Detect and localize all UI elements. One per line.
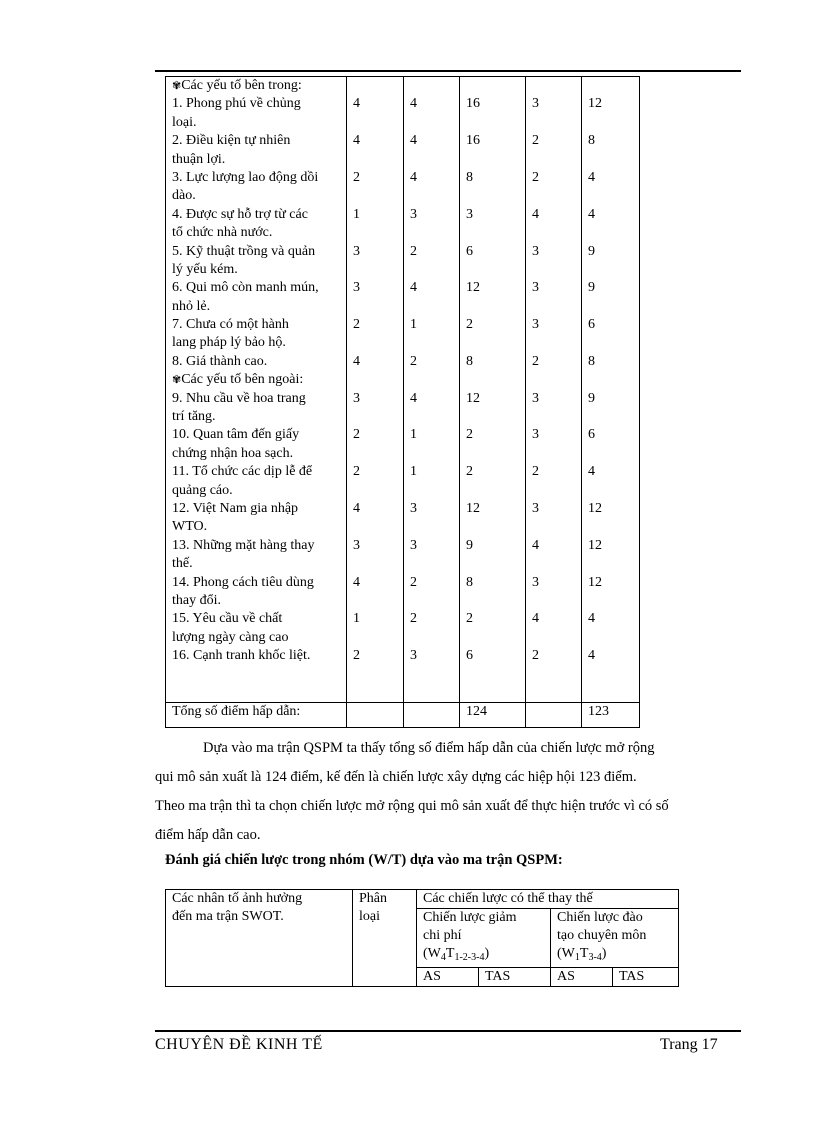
tas-header: TAS: [613, 968, 679, 987]
pl-value: 4: [353, 500, 360, 516]
blank-line: [410, 518, 459, 536]
blank-line: [410, 334, 459, 352]
tas1-value: 3: [466, 206, 473, 222]
as1-value: 1: [410, 464, 417, 480]
spacer: [588, 666, 639, 702]
tas1-value: 12: [466, 390, 480, 406]
as1-value: 2: [410, 243, 417, 259]
total-tas1: 124: [460, 702, 526, 727]
paragraph-line: Theo ma trận thì ta chọn chiến lược mở rộng qui mô sản xuất để thực hiện trước vì có số: [155, 798, 669, 814]
pl-value: 2: [353, 317, 360, 333]
blank-line: [532, 408, 581, 426]
blank-line: [588, 445, 639, 463]
blank-line: [466, 187, 525, 205]
blank-line: [353, 114, 403, 132]
as1-column: [404, 77, 460, 703]
blank-line: [588, 555, 639, 573]
tas1-value: 8: [466, 169, 473, 185]
tas1-value: 8: [466, 574, 473, 590]
section-header: [172, 77, 346, 95]
footer-rule: [155, 1030, 741, 1032]
blank-line: [410, 187, 459, 205]
total-pl: [347, 702, 404, 727]
tas2-value: 6: [588, 317, 595, 333]
factor-text: 7. Chưa có một hành: [172, 317, 289, 333]
blank-line: [532, 371, 581, 389]
footer-title: CHUYÊN ĐỀ KINH TẾ: [155, 1036, 323, 1053]
factor-text: nhỏ lẻ.: [172, 298, 211, 314]
pl-value: 2: [353, 464, 360, 480]
paragraph-line: qui mô sản xuất là 124 điểm, kế đến là chiến lược xây dựng các hiệp hội 123 điểm.: [155, 769, 637, 785]
blank-line: [532, 445, 581, 463]
blank-line: [410, 371, 459, 389]
blank-line: [353, 518, 403, 536]
factor-text: 13. Những mặt hàng thay: [172, 537, 315, 553]
conclusion-paragraph: [155, 734, 741, 850]
blank-line: [466, 518, 525, 536]
blank-line: [466, 445, 525, 463]
spacer: [466, 666, 525, 702]
factor-text: lượng ngày càng cao: [172, 629, 289, 645]
tas2-value: 12: [588, 537, 602, 553]
as1-value: 3: [410, 500, 417, 516]
tas1-value: 9: [466, 537, 473, 553]
class-header-line: loại: [359, 909, 380, 924]
factor-text: 9. Nhu cầu về hoa trang: [172, 390, 306, 406]
blank-line: [353, 151, 403, 169]
total-label: Tổng số điểm hấp dẫn:: [166, 702, 347, 727]
as1-value: 2: [410, 574, 417, 590]
strategy-line: Chiến lược đào: [557, 910, 643, 925]
total-as1: [404, 702, 460, 727]
tas2-value: 12: [588, 500, 602, 516]
pl-value: 3: [353, 390, 360, 406]
blank-line: [410, 151, 459, 169]
paragraph-line: Dựa vào ma trận QSPM ta thấy tổng số điểm hấp dẫn của chiến lược mở rộng: [203, 740, 655, 756]
blank-line: [353, 224, 403, 242]
as2-value: 3: [532, 427, 539, 443]
factor-text: tổ chức nhà nước.: [172, 225, 273, 241]
strategy-code: [423, 945, 550, 967]
as2-value: 3: [532, 243, 539, 259]
factor-header: [166, 890, 353, 987]
factor-text: quảng cáo.: [172, 482, 233, 498]
factor-text: 11. Tổ chức các dịp lễ để: [172, 464, 313, 480]
qspm-table-so: [165, 76, 640, 728]
blank-line: [353, 408, 403, 426]
as1-value: 4: [410, 96, 417, 112]
factor-text: thế.: [172, 556, 193, 572]
blank-line: [353, 77, 403, 95]
blank-line: [532, 224, 581, 242]
factor-text: WTO.: [172, 519, 208, 535]
as2-value: 2: [532, 353, 539, 369]
tas1-value: 2: [466, 464, 473, 480]
blank-line: [532, 77, 581, 95]
blank-line: [532, 555, 581, 573]
code-sub: 3-4: [588, 952, 602, 963]
tas1-value: 2: [466, 611, 473, 627]
blank-line: [353, 371, 403, 389]
wt-qspm-table: [165, 889, 679, 987]
code-part: (W: [557, 946, 575, 961]
code-sub: 4: [440, 952, 446, 963]
pl-value: 4: [353, 574, 360, 590]
blank-line: [466, 629, 525, 647]
classification-column: [347, 77, 404, 703]
blank-line: [410, 445, 459, 463]
blank-line: [353, 334, 403, 352]
blank-line: [410, 224, 459, 242]
blank-line: [466, 298, 525, 316]
paragraph-line: điểm hấp dẫn cao.: [155, 827, 261, 843]
strategy-line: chi phí: [423, 928, 462, 943]
as1-value: 1: [410, 427, 417, 443]
as2-value: 3: [532, 280, 539, 296]
tas1-value: 12: [466, 280, 480, 296]
blank-line: [588, 408, 639, 426]
factor-text: 14. Phong cách tiêu dùng: [172, 574, 314, 590]
blank-line: [588, 77, 639, 95]
blank-line: [588, 482, 639, 500]
code-part: T: [445, 946, 455, 961]
tas2-value: 8: [588, 353, 595, 369]
tas1-column: [460, 77, 526, 703]
blank-line: [588, 114, 639, 132]
tas2-value: 12: [588, 96, 602, 112]
blank-line: [532, 187, 581, 205]
blank-line: [532, 592, 581, 610]
blank-line: [353, 482, 403, 500]
blank-line: [353, 187, 403, 205]
blank-line: [410, 261, 459, 279]
blank-line: [353, 298, 403, 316]
total-as2: [526, 702, 582, 727]
factor-text: 1. Phong phú về chủng: [172, 96, 301, 112]
factor-text: lý yếu kém.: [172, 261, 238, 277]
tas2-column: [582, 77, 640, 703]
blank-line: [410, 592, 459, 610]
pl-value: 3: [353, 280, 360, 296]
as2-value: 3: [532, 390, 539, 406]
factor-text: 6. Qui mô còn manh mún,: [172, 280, 319, 296]
spacer: [532, 666, 581, 702]
as1-value: 3: [410, 648, 417, 664]
factor-text: thay đổi.: [172, 592, 221, 608]
factor-text: lang pháp lý bảo hộ.: [172, 335, 286, 351]
tas2-value: 9: [588, 243, 595, 259]
blank-line: [588, 224, 639, 242]
blank-line: [532, 482, 581, 500]
section-header: [172, 371, 346, 389]
factor-text: thuận lợi.: [172, 151, 226, 167]
tas1-value: 12: [466, 500, 480, 516]
total-tas2: 123: [582, 702, 640, 727]
total-row: [166, 702, 640, 727]
factor-header-line: đến ma trận SWOT.: [172, 909, 284, 924]
blank-line: [588, 151, 639, 169]
tas1-value: 8: [466, 353, 473, 369]
tas2-value: 4: [588, 169, 595, 185]
blank-line: [410, 298, 459, 316]
as2-column: [526, 77, 582, 703]
factor-header-line: Các nhân tố ảnh hưởng: [172, 891, 303, 906]
section-header-text: Các yếu tố bên trong:: [181, 78, 302, 93]
flower-bullet-icon: ✾: [172, 373, 182, 387]
blank-line: [466, 114, 525, 132]
tas2-value: 9: [588, 280, 595, 296]
as1-value: 2: [410, 611, 417, 627]
blank-line: [410, 114, 459, 132]
as2-value: 3: [532, 500, 539, 516]
factor-text: 2. Điều kiện tự nhiên: [172, 133, 291, 149]
tas2-value: 4: [588, 648, 595, 664]
tas1-value: 2: [466, 427, 473, 443]
pl-value: 3: [353, 243, 360, 259]
pl-value: 2: [353, 648, 360, 664]
blank-line: [532, 114, 581, 132]
factor-column: [166, 77, 347, 703]
blank-line: [466, 334, 525, 352]
alt-strategies-header: Các chiến lược có thể thay thế: [417, 890, 679, 909]
as1-value: 4: [410, 169, 417, 185]
blank-line: [353, 555, 403, 573]
pl-value: 2: [353, 169, 360, 185]
as2-value: 3: [532, 574, 539, 590]
blank-line: [410, 555, 459, 573]
pl-value: 1: [353, 611, 360, 627]
as1-value: 3: [410, 206, 417, 222]
as1-value: 1: [410, 317, 417, 333]
as2-value: 3: [532, 317, 539, 333]
as1-value: 4: [410, 390, 417, 406]
blank-line: [466, 555, 525, 573]
blank-line: [588, 298, 639, 316]
tas2-value: 9: [588, 390, 595, 406]
blank-line: [588, 592, 639, 610]
as1-value: 3: [410, 537, 417, 553]
blank-line: [466, 151, 525, 169]
blank-line: [532, 518, 581, 536]
as-header: AS: [551, 968, 613, 987]
as2-value: 2: [532, 169, 539, 185]
class-header: [353, 890, 417, 987]
blank-line: [588, 261, 639, 279]
code-sub: 1: [574, 952, 580, 963]
class-header-line: Phân: [359, 891, 387, 906]
tas1-value: 16: [466, 133, 480, 149]
blank-line: [410, 77, 459, 95]
as1-value: 2: [410, 353, 417, 369]
factor-text: 8. Giá thành cao.: [172, 353, 268, 369]
code-part: (W: [423, 946, 441, 961]
tas2-value: 4: [588, 464, 595, 480]
flower-bullet-icon: ✾: [172, 79, 182, 92]
spacer: [410, 666, 459, 702]
tas2-value: 4: [588, 206, 595, 222]
pl-value: 1: [353, 206, 360, 222]
pl-value: 4: [353, 353, 360, 369]
blank-line: [588, 371, 639, 389]
as1-value: 4: [410, 280, 417, 296]
blank-line: [410, 482, 459, 500]
pl-value: 4: [353, 133, 360, 149]
as2-value: 4: [532, 206, 539, 222]
blank-line: [410, 629, 459, 647]
blank-line: [466, 482, 525, 500]
tas-header: TAS: [479, 968, 551, 987]
as2-value: 2: [532, 464, 539, 480]
blank-line: [353, 445, 403, 463]
blank-line: [532, 261, 581, 279]
as-header: AS: [417, 968, 479, 987]
tas2-value: 6: [588, 427, 595, 443]
factor-text: 4. Được sự hỗ trợ từ các: [172, 206, 308, 222]
code-sub: 1-2-3-4: [454, 952, 485, 963]
tas2-value: 8: [588, 133, 595, 149]
code-part: T: [579, 946, 589, 961]
as2-value: 2: [532, 133, 539, 149]
blank-line: [466, 224, 525, 242]
as2-value: 3: [532, 96, 539, 112]
as2-value: 4: [532, 611, 539, 627]
blank-line: [466, 261, 525, 279]
tas1-value: 6: [466, 648, 473, 664]
factor-text: dào.: [172, 188, 196, 204]
blank-line: [532, 151, 581, 169]
as2-value: 4: [532, 537, 539, 553]
blank-line: [353, 629, 403, 647]
factor-text: 5. Kỹ thuật trồng và quản: [172, 243, 316, 259]
blank-line: [532, 629, 581, 647]
blank-line: [588, 518, 639, 536]
tas1-value: 2: [466, 317, 473, 333]
page-number: Trang 17: [660, 1036, 718, 1053]
factor-text: chứng nhận hoa sạch.: [172, 445, 294, 461]
strategy-code: [557, 945, 678, 967]
factor-text: 15. Yêu cầu về chất: [172, 611, 283, 627]
tas2-value: 12: [588, 574, 602, 590]
blank-line: [588, 629, 639, 647]
spacer: [172, 666, 346, 702]
strategy-cost-header: [417, 909, 551, 968]
pl-value: 4: [353, 96, 360, 112]
blank-line: [588, 334, 639, 352]
pl-value: 3: [353, 537, 360, 553]
blank-line: [466, 371, 525, 389]
tas1-value: 16: [466, 96, 480, 112]
section-heading: Đánh giá chiến lược trong nhóm (W/T) dựa vào ma trận QSPM:: [165, 852, 563, 868]
factor-text: trí tăng.: [172, 409, 216, 425]
blank-line: [410, 408, 459, 426]
factor-text: 10. Quan tâm đến giấy: [172, 427, 300, 443]
factor-text: 16. Cạnh tranh khốc liệt.: [172, 648, 311, 664]
blank-line: [532, 334, 581, 352]
factor-text: 3. Lực lượng lao động dồi: [172, 169, 319, 185]
blank-line: [466, 77, 525, 95]
blank-line: [588, 187, 639, 205]
tas2-value: 4: [588, 611, 595, 627]
strategy-training-header: [551, 909, 679, 968]
blank-line: [353, 261, 403, 279]
blank-line: [466, 592, 525, 610]
strategy-line: tạo chuyên môn: [557, 928, 647, 943]
section-header-text: Các yếu tố bên ngoài:: [181, 372, 304, 388]
factor-text: 12. Việt Nam gia nhập: [172, 500, 299, 516]
factor-text: loại.: [172, 114, 197, 130]
strategy-line: Chiến lược giảm: [423, 910, 517, 925]
as2-value: 2: [532, 648, 539, 664]
blank-line: [532, 298, 581, 316]
table-body-row: [166, 77, 640, 703]
as1-value: 4: [410, 133, 417, 149]
code-part: ): [601, 946, 607, 961]
blank-line: [353, 592, 403, 610]
blank-line: [466, 408, 525, 426]
header-rule: [155, 70, 741, 72]
tas1-value: 6: [466, 243, 473, 259]
pl-value: 2: [353, 427, 360, 443]
spacer: [353, 666, 403, 702]
code-part: ): [484, 946, 490, 961]
